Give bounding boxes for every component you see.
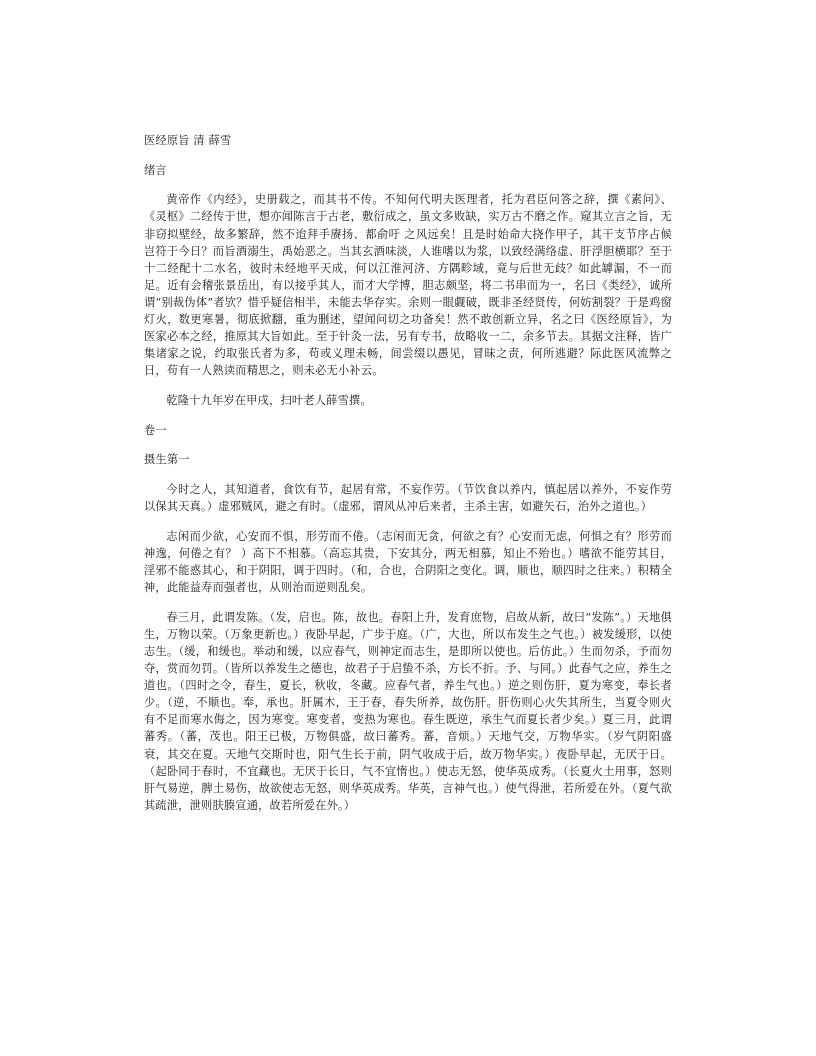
section-heading: 摄生第一 <box>144 453 190 467</box>
document-title-line: 医经原旨 清 薛雪 <box>144 134 232 147</box>
section-paragraph-2: 志闲而少欲，心安而不惧，形劳而不倦。（志闲而无贪，何欲之有？心安而无虑，何惧之有？形劳而神逸，何倦之有？ ）高下不相慕。（高忘其贵，下安其分，两无相慕，知止不殆也。）嗜欲不能劳其目，淫邪不能惑其心，和于阴阳，调于四时。（和，合也，合阴阳之变化。调，顺也，顺四时之往来。）积精全神，此能益寿而强者也，从则治而逆则乱矣。 <box>144 529 672 595</box>
section-paragraph-1: 今时之人，其知道者，食饮有节，起居有常，不妄作劳。（节饮食以养内，慎起居以养外，不妄作劳以保其天真。）虚邪贼风，避之有时。（虚邪，谓风从冲后来者，主杀主害，如避矢石，治外之道也。） <box>144 483 672 514</box>
document-content <box>144 132 672 814</box>
preface-body-paragraph: 黄帝作《内经》，史册载之，而其书不传。不知何代明夫医理者，托为君臣问答之辞，撰《素问》、《灵枢》二经传于世，想亦闻陈言于古老，敷衍成之，虽文多败缺，实万古不磨之作。窥其立言之旨，无非窃拟壁经，故多繁辞，然不迨拜手赓扬、都俞吁 之风远矣！且是时始命大挠作甲子，其干支节序占候岂符于今日？而旨酒溺生，禹始恶之。当其玄酒味淡，人谁嗜以为浆，以致经满络虚、肝浮胆横耶？至于十二经配十二水名，彼时未经地平天成，何以江淮河济、方隅畛域，竟与后世无歧？如此罅漏，不一而足。近有会稽张景岳出，有以接乎其人，而才大学博，胆志颇坚，将二书串而为一，名曰《类经》，诚所谓“别裁伪体”者欤？惜乎疑信相半，未能去华存实。余则一眼觑破，既非圣经贤传，何妨割裂？于是鸡窗灯火，数更寒暑，彻底掀翻，重为删述，望闻问切之功备矣！然不敢创新立异，名之曰《医经原旨》，为医家必本之经，推原其大旨如此。至于针灸一法，另有专书，故略收一二，余多节去。其据文注释，皆广集诸家之说，约取张氏者为多，苟或义理未畅，间尝缀以愚见，冒昧之责，何所逃避？际此医风流弊之日，苟有一人熟读而精思之，则未必无小补云。 <box>144 193 672 378</box>
volume-heading: 卷一 <box>144 423 167 437</box>
section-paragraph-3: 春三月，此谓发陈。（发，启也。陈，故也。春阳上升，发育庶物，启故从新，故曰“发陈”。）天地俱生，万物以荣。（万象更新也。）夜卧早起，广步于庭。（广，大也，所以布发生之气也。）被发缓形，以使志生。（缓，和缓也。举动和缓，以应春气，则神定而志生，是即所以使也。后仿此。）生而勿杀，予而勿夺，赏而勿罚。（皆所以养发生之德也，故君子于启蛰不杀，方长不折。予、与同。）此春气之应，养生之道也。（四时之令，春生，夏长，秋收，冬藏。应春气者，养生气也。）逆之则伤肝，夏为寒变，奉长者少。（逆，不顺也。奉，承也。肝属木，王于春，春失所养，故伤肝。肝伤则心火失其所生，当夏令则火有不足而寒水侮之，因为寒变。寒变者，变热为寒也。春生既逆，承生气而夏长者少矣。）夏三月，此谓蕃秀。（蕃，茂也。阳王已极，万物俱盛，故曰蕃秀。蕃，音烦。）天地气交，万物华实。（岁气阴阳盛衰，其交在夏。天地气交斯时也，阳气生长于前，阴气收成于后，故万物华实。）夜卧早起，无厌于日。（起卧同于春时，不宜藏也。无厌于长日，气不宜惰也。）使志无怒，使华英成秀。（长夏火土用事，怒则肝气易逆，脾土易伤，故欲使志无怒，则华英成秀。华英，言神气也。）使气得泄，若所爱在外。（夏气欲其疏泄，泄则肤腠宣通，故若所爱在外。） <box>144 610 672 812</box>
preface-heading: 绪言 <box>144 163 167 177</box>
preface-signature: 乾隆十九年岁在甲戌，扫叶老人薛雪撰。 <box>166 394 372 407</box>
